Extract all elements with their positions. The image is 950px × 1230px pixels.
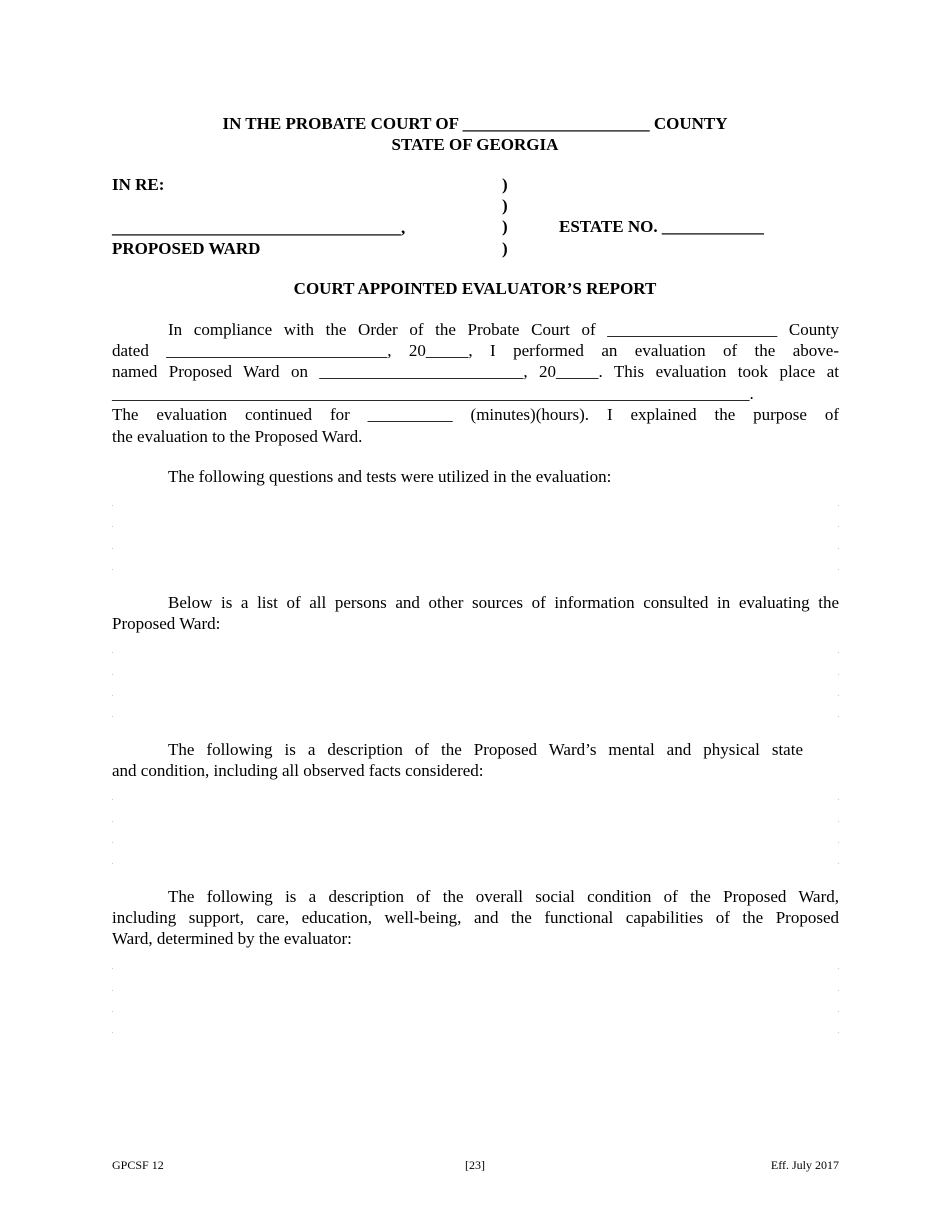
persons-prompt-line-1: Below is a list of all persons and other sources of information consulted in evaluating the (168, 593, 839, 612)
social-prompt-line-2: including support, care, education, well-being, and the functional capabilities of the Proposed (112, 908, 839, 927)
tests-prompt: The following questions and tests were utilized in the evaluation: (168, 467, 612, 486)
mental-prompt-line-2: and condition, including all observed facts considered: (112, 761, 484, 780)
ward-name-blank[interactable]: __________________________________, (112, 218, 406, 237)
social-prompt-line-3: Ward, determined by the evaluator: (112, 929, 352, 948)
court-heading: IN THE PROBATE COURT OF ______________________ COUNTY (222, 114, 728, 133)
intro-line-5: The evaluation continued for __________ (minutes)(hours). I explained the purpose of (112, 405, 839, 424)
caption-paren: ) (502, 239, 508, 258)
page-number: [23] (465, 1158, 485, 1172)
intro-line-2: dated __________________________, 20_____, I performed an evaluation of the above- (112, 341, 839, 360)
report-title: COURT APPOINTED EVALUATOR’S REPORT (293, 279, 657, 298)
estate-number-field[interactable]: ESTATE NO. ____________ (559, 217, 764, 236)
caption-paren: ) (502, 217, 508, 236)
state-heading: STATE OF GEORGIA (391, 135, 559, 154)
intro-line-4: ___________________________________________________________________________. (112, 384, 754, 403)
intro-line-1: In compliance with the Order of the Probate Court of ____________________ County (168, 320, 839, 339)
persons-prompt-line-2: Proposed Ward: (112, 614, 221, 633)
proposed-ward-label: PROPOSED WARD (112, 239, 261, 258)
caption-paren: ) (502, 196, 508, 215)
caption-paren: ) (502, 175, 508, 194)
mental-prompt-line-1: The following is a description of the Proposed Ward’s mental and physical state (168, 740, 803, 759)
social-prompt-line-1: The following is a description of the overall social condition of the Proposed Ward, (168, 887, 839, 906)
effective-date: Eff. July 2017 (770, 1158, 839, 1172)
in-re-label: IN RE: (112, 175, 165, 194)
intro-line-6: the evaluation to the Proposed Ward. (112, 427, 363, 446)
intro-line-3: named Proposed Ward on ________________________, 20_____. This evaluation took place at (112, 362, 839, 381)
form-id: GPCSF 12 (112, 1158, 164, 1172)
